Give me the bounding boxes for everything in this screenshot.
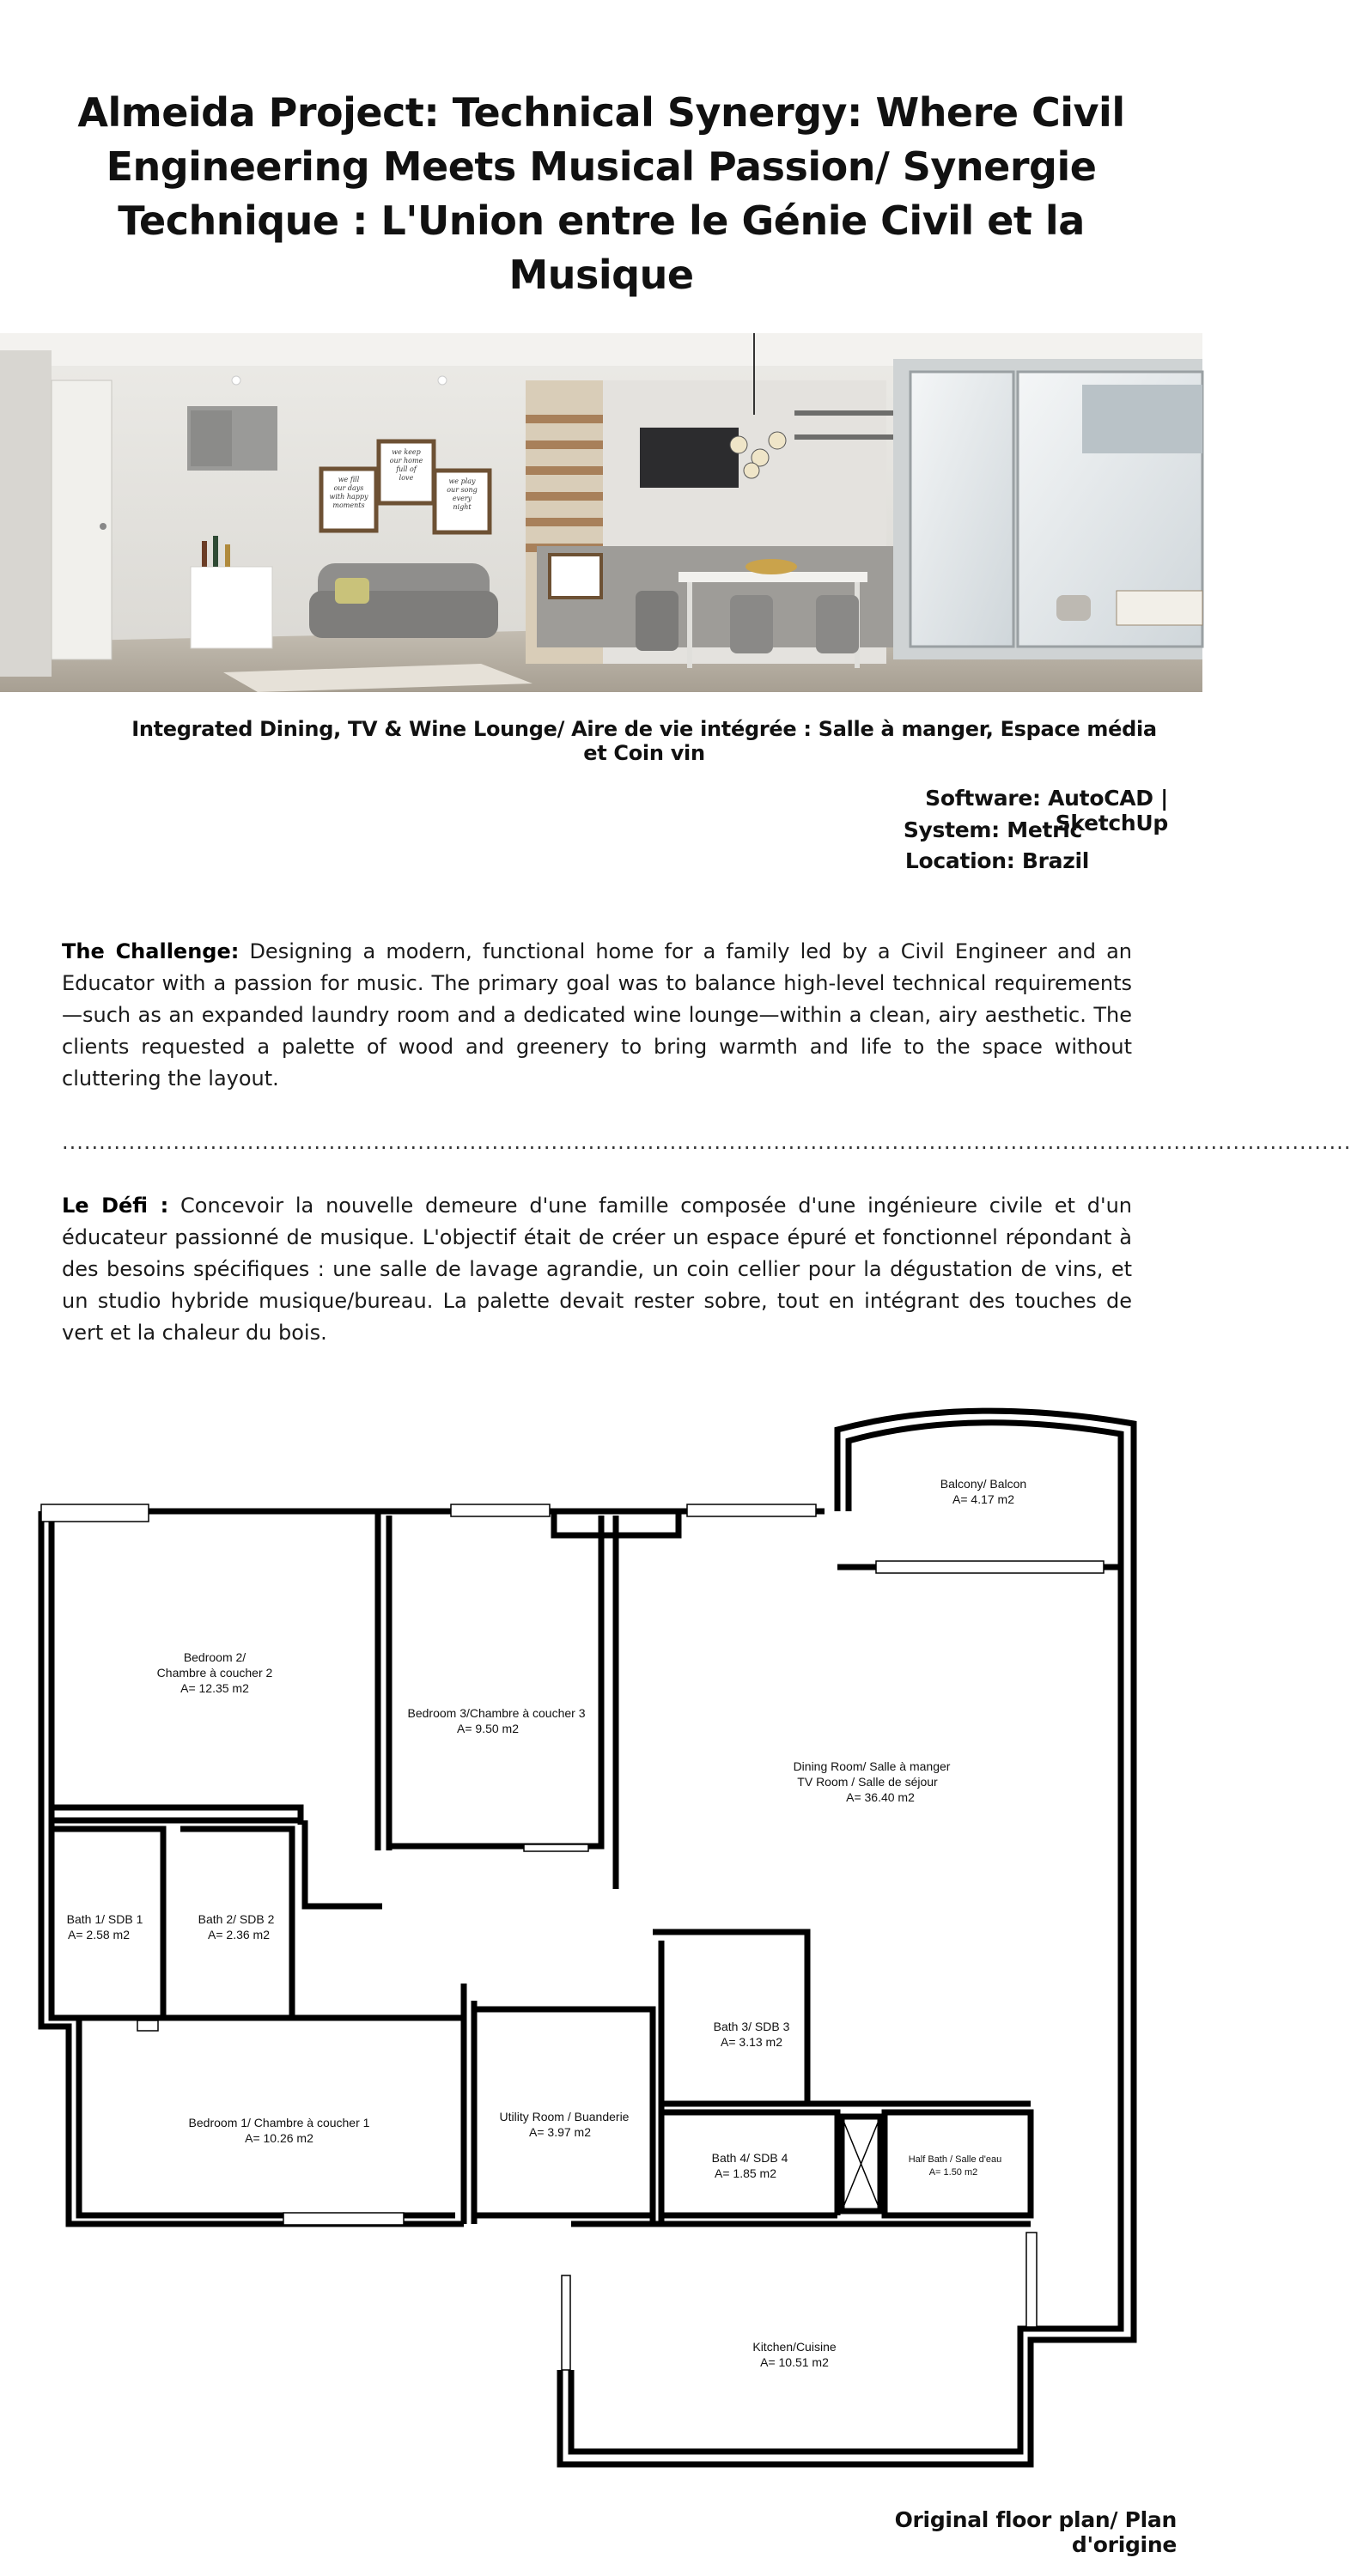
- dining-name2: TV Room / Salle de séjour: [797, 1775, 938, 1789]
- interior-rendering: [0, 333, 1202, 692]
- challenge-fr-text: Concevoir la nouvelle demeure d'une famille composée d'une ingénieure civile et d'un éducateur passionné de musique. L'objectif était de créer un espace épuré et fonctionnel répondant à des besoins spécifiques : une salle de lavage agrandie, un coin cellier pour la dégustation de vins, et un studio hybride musique/bureau. La palette devait rester sobre, tout en intégrant des touches de vert et la chaleur du bois.: [62, 1194, 1132, 1345]
- meta-system: System: Metric: [903, 817, 1082, 842]
- dotted-divider: ..............................................................................................................................................................................: [62, 1130, 1351, 1154]
- bedroom2-name2: Chambre à coucher 2: [156, 1666, 273, 1680]
- hero-interior-image: [0, 333, 1202, 692]
- meta-location: Location: Brazil: [904, 848, 1089, 873]
- bath3-name: Bath 3/ SDB 3: [713, 2020, 790, 2033]
- balcony-name: Balcony/ Balcon: [940, 1477, 1027, 1491]
- window-openings: [41, 1504, 1104, 2370]
- bath1-name: Bath 1/ SDB 1: [66, 1912, 143, 1926]
- frame-1-text: we fill our days with happy moments: [329, 476, 368, 509]
- hero-caption: Integrated Dining, TV & Wine Lounge/ Aire de vie intégrée : Salle à manger, Espace média et Coin vin: [131, 717, 1157, 765]
- bedroom3-area: A= 9.50 m2: [457, 1722, 519, 1735]
- bedroom1-area: A= 10.26 m2: [245, 2131, 313, 2145]
- halfbath-area: A= 1.50 m2: [928, 2167, 978, 2178]
- challenge-en-label: The Challenge:: [62, 939, 240, 963]
- room-labels: [67, 1477, 1027, 2369]
- floor-plan-caption: Original floor plan/ Plan d'origine: [894, 2507, 1177, 2557]
- bath4-name: Bath 4/ SDB 4: [711, 2151, 788, 2165]
- challenge-en-paragraph: [62, 936, 1132, 1095]
- bedroom2-area: A= 12.35 m2: [180, 1681, 249, 1695]
- dining-name1: Dining Room/ Salle à manger: [793, 1759, 951, 1773]
- bath2-name: Bath 2/ SDB 2: [198, 1912, 275, 1926]
- bath1-area: A= 2.58 m2: [68, 1928, 130, 1941]
- kitchen-area: A= 10.51 m2: [760, 2355, 829, 2369]
- challenge-fr-paragraph: [62, 1190, 1132, 1349]
- page-title: Almeida Project: Technical Synergy: Where Civil Engineering Meets Musical Passion/ Synergie Technique : L'Union entre le Génie Civil et la Musique: [77, 89, 1125, 298]
- dining-area: A= 36.40 m2: [846, 1790, 915, 1804]
- utility-area: A= 3.97 m2: [529, 2125, 591, 2139]
- challenge-fr-label: Le Défi :: [62, 1194, 169, 1218]
- frame-3-text: we play our song every night: [447, 477, 478, 511]
- challenge-en-text: Designing a modern, functional home for a family led by a Civil Engineer and an Educator with a passion for music. The primary goal was to balance high-level technical requirements—such as an expanded laundry room and a dedicated wine lounge—within a clean, airy aesthetic. The clients requested a palette of wood and greenery to bring warmth and life to the space without cluttering the layout.: [62, 939, 1132, 1091]
- balcony-area: A= 4.17 m2: [952, 1492, 1014, 1506]
- bedroom1-name: Bedroom 1/ Chambre à coucher 1: [188, 2116, 370, 2129]
- floor-plan-drawing: [0, 1374, 1202, 2516]
- shaft-cross: [842, 2117, 880, 2211]
- bath4-area: A= 1.85 m2: [715, 2166, 776, 2180]
- halfbath-name: Half Bath / Salle d'eau: [908, 2154, 1002, 2165]
- bath3-area: A= 3.13 m2: [721, 2035, 782, 2049]
- kitchen-name: Kitchen/Cuisine: [752, 2340, 837, 2354]
- frame-2-text: we keep our home full of love: [389, 448, 423, 482]
- bedroom2-name1: Bedroom 2/: [183, 1650, 246, 1664]
- meta-software: Software: AutoCAD | SketchUp: [925, 786, 1168, 835]
- bath2-area: A= 2.36 m2: [208, 1928, 270, 1941]
- bedroom3-name: Bedroom 3/Chambre à coucher 3: [407, 1706, 586, 1720]
- utility-name: Utility Room / Buanderie: [499, 2110, 630, 2123]
